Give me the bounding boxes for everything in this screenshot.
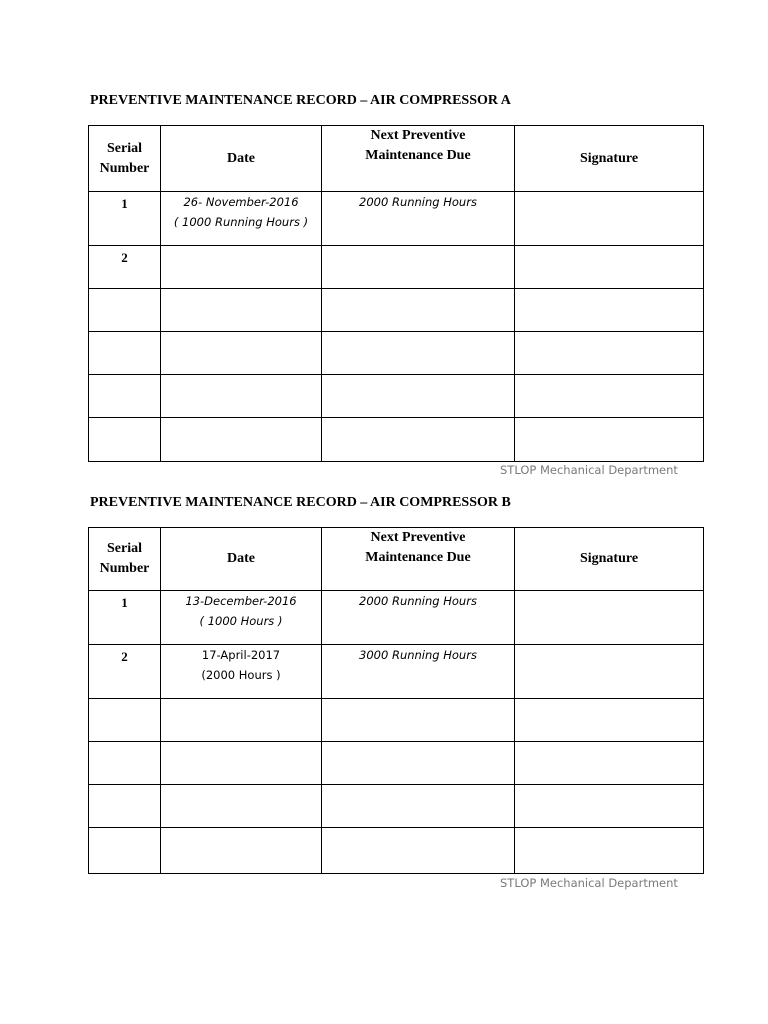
table-row	[89, 828, 704, 874]
next-due-cell	[322, 332, 515, 375]
signature-cell[interactable]	[515, 785, 704, 828]
signature-cell[interactable]	[515, 828, 704, 874]
next-due-cell	[322, 246, 515, 289]
table-row	[89, 246, 704, 289]
next-due-cell: 2000 Running Hours	[322, 591, 515, 645]
signature-cell[interactable]	[515, 699, 704, 742]
next-due-cell: 2000 Running Hours	[322, 192, 515, 246]
signature-cell[interactable]	[515, 246, 704, 289]
date-cell	[161, 289, 322, 332]
date-cell	[161, 332, 322, 375]
next-due-cell	[322, 742, 515, 785]
department-footer-a: STLOP Mechanical Department	[500, 463, 678, 477]
serial-cell	[89, 375, 161, 418]
date-cell	[161, 699, 322, 742]
date-cell	[161, 785, 322, 828]
table-row	[89, 332, 704, 375]
serial-cell: 1	[89, 192, 161, 246]
serial-cell: 2	[89, 246, 161, 289]
next-due-cell	[322, 699, 515, 742]
next-due-cell	[322, 785, 515, 828]
header-date: Date	[161, 528, 322, 591]
table-row	[89, 418, 704, 462]
section-a-title: PREVENTIVE MAINTENANCE RECORD – AIR COMPRESSOR A	[90, 93, 511, 108]
table-row	[89, 742, 704, 785]
header-next-maintenance-due: Next Preventive Maintenance Due	[322, 528, 515, 591]
table-row	[89, 289, 704, 332]
header-next-maintenance-due: Next Preventive Maintenance Due	[322, 126, 515, 192]
signature-cell[interactable]	[515, 192, 704, 246]
serial-cell	[89, 332, 161, 375]
maintenance-table-a	[88, 125, 704, 462]
table-header-row	[89, 126, 704, 192]
next-due-cell	[322, 289, 515, 332]
table-row	[89, 375, 704, 418]
signature-cell[interactable]	[515, 645, 704, 699]
next-due-cell: 3000 Running Hours	[322, 645, 515, 699]
table-row	[89, 699, 704, 742]
table-row	[89, 785, 704, 828]
date-cell	[161, 375, 322, 418]
serial-cell	[89, 418, 161, 462]
signature-cell[interactable]	[515, 742, 704, 785]
date-cell: 13-December-2016 ( 1000 Hours )	[161, 591, 322, 645]
serial-cell	[89, 289, 161, 332]
maintenance-table-b	[88, 527, 704, 874]
next-due-cell	[322, 828, 515, 874]
table-row	[89, 591, 704, 645]
department-footer-b: STLOP Mechanical Department	[500, 876, 678, 890]
date-cell	[161, 742, 322, 785]
serial-cell: 1	[89, 591, 161, 645]
header-signature: Signature	[515, 126, 704, 192]
date-cell	[161, 828, 322, 874]
table-header-row	[89, 528, 704, 591]
serial-cell	[89, 828, 161, 874]
signature-cell[interactable]	[515, 591, 704, 645]
signature-cell[interactable]	[515, 418, 704, 462]
date-cell	[161, 418, 322, 462]
table-row	[89, 645, 704, 699]
date-cell: 26- November-2016 ( 1000 Running Hours )	[161, 192, 322, 246]
serial-cell	[89, 699, 161, 742]
section-b-title: PREVENTIVE MAINTENANCE RECORD – AIR COMPRESSOR B	[90, 495, 511, 510]
header-date: Date	[161, 126, 322, 192]
signature-cell[interactable]	[515, 332, 704, 375]
signature-cell[interactable]	[515, 375, 704, 418]
date-cell: 17-April-2017 (2000 Hours )	[161, 645, 322, 699]
serial-cell	[89, 742, 161, 785]
next-due-cell	[322, 418, 515, 462]
header-serial-number: Serial Number	[89, 126, 161, 192]
next-due-cell	[322, 375, 515, 418]
serial-cell	[89, 785, 161, 828]
signature-cell[interactable]	[515, 289, 704, 332]
table-row	[89, 192, 704, 246]
header-signature: Signature	[515, 528, 704, 591]
header-serial-number: Serial Number	[89, 528, 161, 591]
date-cell	[161, 246, 322, 289]
serial-cell: 2	[89, 645, 161, 699]
